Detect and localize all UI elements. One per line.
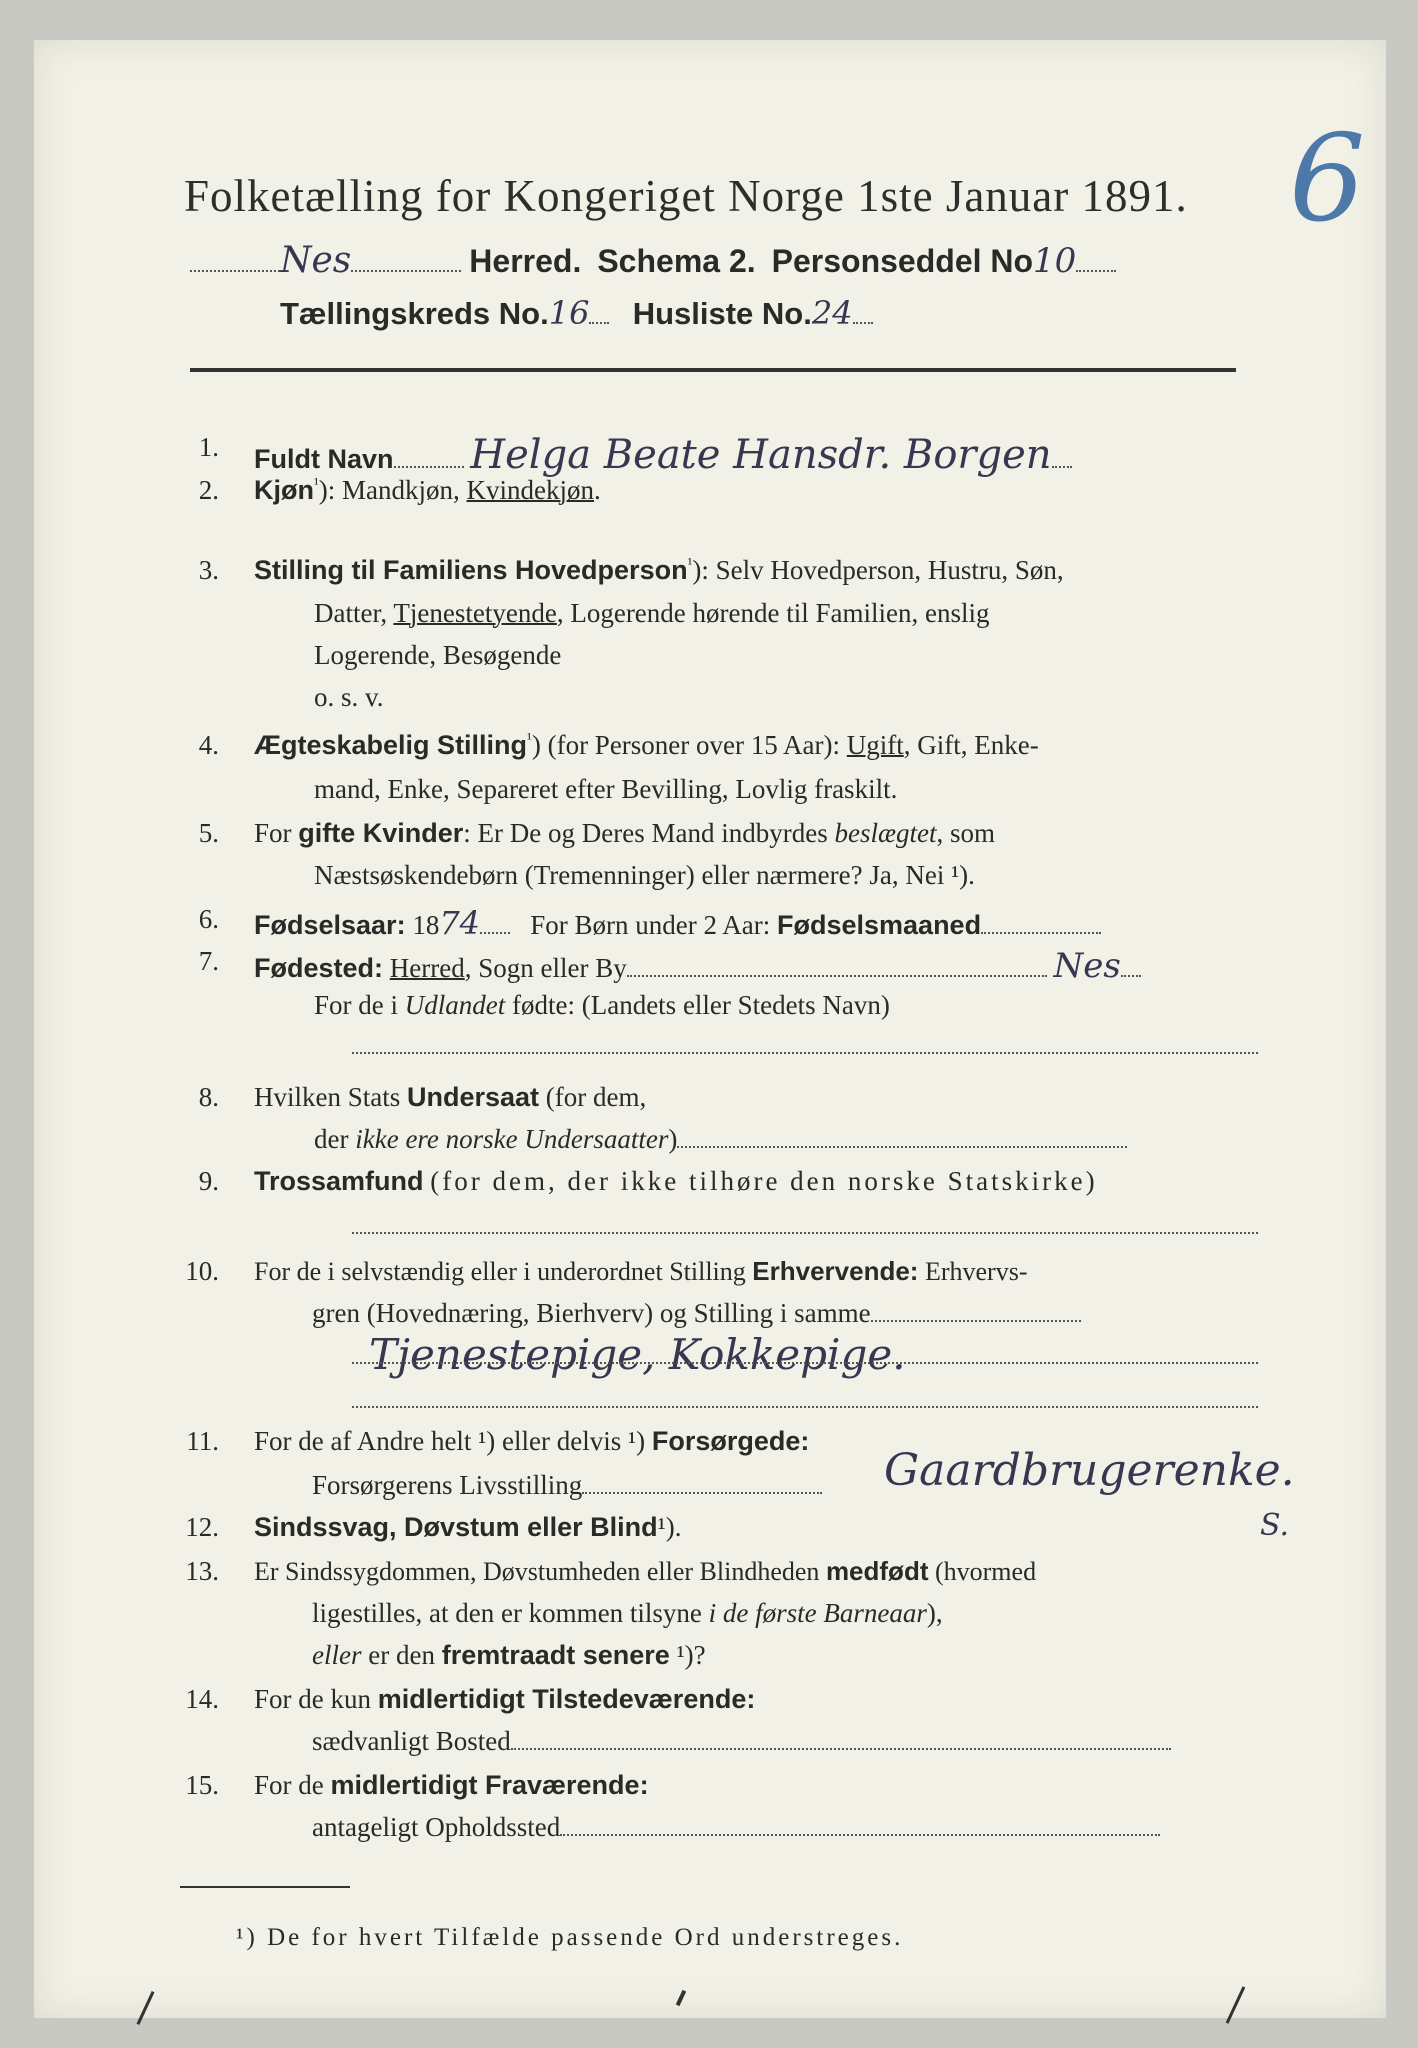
q2-text-a: ): Mandkjøn, [318,475,460,505]
q10-line1-bold: Erhvervende: [752,1256,919,1286]
scan-mark-center [676,1990,686,2006]
q7-line1 [254,946,1141,986]
personseddel-label: Personseddel No [771,243,1034,279]
q1-name-value: Helga Beate Hansdr. Borgen [470,432,1052,478]
q13-line3-a: er den [368,1640,435,1670]
header-herred-row [190,240,1116,281]
q5-line1-italic: beslægtet [834,818,937,848]
q7-line2-a: For de i [314,990,398,1020]
footnote: ¹) De for hvert Tilfælde passende Ord understreges. [236,1924,904,1951]
q7-line2-b: fødte: (Landets eller Stedets Navn) [512,990,890,1020]
q4-selected-ugift: Ugift [846,730,904,760]
q12-label: Sindssvag, Døvstum eller Blind [254,1512,658,1542]
q10-number: 10. [185,1256,219,1286]
q10-line1-a: For de i selvstændig eller i underordnet Stilling [254,1257,746,1286]
q4-label: Ægteskabelig Stilling [254,730,528,760]
q4-line1: Ægteskabelig Stilling$^{^1}$) (for Personer over 15 Aar): Ugift, Gift, Enke- [254,730,1039,760]
q14-line1-a: For de kun [254,1684,371,1714]
q9-row [254,1166,1098,1197]
q12-number: 12. [185,1512,219,1542]
q7-number: 7. [198,946,219,976]
q15-line2 [312,1812,1160,1843]
q2-selected-kvindekjon: Kvindekjøn [466,475,595,505]
q9-label: Trossamfund [254,1166,424,1196]
q10-line1-b: Erhvervs- [924,1257,1028,1286]
q11-line1-a: For de af Andre helt ¹) eller delvis ¹) [254,1426,646,1456]
q3-selected-tjenestetyende: Tjenestetyende [393,598,557,628]
q1-label: Fuldt Navn [254,444,394,474]
q13-line1-a: Er Sindssygdommen, Døvstumheden eller Blindheden [254,1557,820,1586]
q6-year-prefix: 18 [412,910,440,940]
q4-line2: mand, Enke, Separeret efter Bevilling, Lovlig fraskilt. [314,774,898,804]
q2-number: 2. [198,475,219,505]
q7-label: Fødested: [254,953,384,983]
q11-provider-value: Gaardbrugerenke. [884,1445,1295,1496]
q13-line1-bold: medfødt [825,1556,929,1586]
q8-line2-b: ) [668,1124,678,1154]
q5-line1-b: : Er De og Deres Mand indbyrdes [463,818,828,848]
q7-line2-italic: Udlandet [404,990,506,1020]
q4-line1-b: , Gift, Enke- [903,730,1039,760]
q3-line2 [314,598,989,629]
page-number-mark: 6 [1289,110,1366,249]
q15-number: 15. [185,1770,219,1800]
kreds-label: Tællingskreds No. [280,296,549,331]
q4-line1-a: ) (for Personer over 15 Aar): [531,730,840,760]
q10-line1 [254,1256,1027,1287]
q10-line2 [312,1298,1081,1329]
q14-line2 [312,1726,1171,1757]
q15-line1-a: For de [254,1770,324,1800]
herred-label: Herred. [469,243,582,279]
footnote-divider [180,1886,350,1888]
q4-number: 4. [198,730,219,760]
q13-line1 [254,1556,1036,1587]
q6-rest: For Børn under 2 Aar: [530,910,771,940]
q13-line2-a: ligestilles, at den er kommen tilsyne [312,1598,702,1628]
q15-line1-bold: midlertidigt Fraværende: [330,1770,649,1800]
q13-line3-bold: fremtraadt senere [441,1640,670,1670]
q8-line2-a: der [314,1124,349,1154]
form-title: Folketælling for Kongeriget Norge 1ste Januar 1891. [184,171,1188,221]
q8-line1 [254,1082,646,1113]
q13-number: 13. [185,1556,219,1586]
q10-answer-line-1 [352,1362,1258,1364]
q11-line2-text: Forsørgerens Livsstilling [312,1470,583,1500]
husliste-value: 24 [811,294,853,332]
q5-line1-a: For [254,818,292,848]
q5-line1 [254,818,995,849]
q10-answer-line-2 [352,1406,1258,1408]
q13-line2-italic: i de første Barneaar [708,1598,927,1628]
q7-line2 [314,990,890,1021]
q13-line1-b: (hvormed [934,1557,1037,1586]
q2-label: Kjøn [254,475,314,505]
q5-line1-c: , som [936,818,995,848]
q8-number: 8. [198,1082,219,1112]
q12-row [254,1512,681,1543]
header-kreds-row [280,294,873,332]
q15-line2-text: antageligt Opholdssted [312,1812,561,1842]
q6-year-value: 74 [439,904,481,942]
q11-line2 [312,1470,822,1501]
q3-line2-a: Datter, [314,598,388,628]
q2-row [254,475,601,506]
q9-rest: (for dem, der ikke tilhøre den norske Statskirke) [430,1166,1098,1196]
q7-birthplace-value: Nes [1053,946,1121,986]
q6-label: Fødselsaar: [254,910,406,940]
q6-fodselsmaaned-label: Fødselsmaaned [777,910,982,940]
personseddel-value: 10 [1033,241,1077,281]
q7-selected-herred: Herred [389,953,465,983]
q8-line2-italic: ikke ere norske Undersaatter [355,1124,669,1154]
q2-sup: ¹ [314,476,319,493]
q13-line2 [312,1598,943,1629]
q5-number: 5. [198,818,219,848]
q14-number: 14. [185,1684,219,1714]
husliste-label: Husliste No. [632,296,812,331]
q8-line1-bold: Undersaat [407,1082,540,1112]
q11-line1-bold: Forsørgede: [651,1426,810,1456]
q14-line1 [254,1684,755,1715]
herred-value: Nes [280,240,352,281]
q2-text-c: . [594,475,601,505]
schema-label: Schema 2. [597,243,756,279]
q3-line4: o. s. v. [314,682,384,712]
q15-line1 [254,1770,649,1801]
q3-label: Stilling til Familiens Hovedperson [254,555,688,585]
q5-line1-bold: gifte Kvinder [298,818,464,848]
q8-line1-b: (for dem, [545,1082,647,1112]
q11-line1 [254,1426,809,1457]
q3-line2-b: , Logerende hørende til Familien, enslig [556,598,990,628]
kreds-value: 16 [548,294,590,332]
q13-line3-italic: eller [312,1640,362,1670]
q1-row [254,432,1072,478]
census-form-page [34,40,1386,2018]
q7-rest: , Sogn eller By [464,953,627,983]
q9-answer-line [352,1232,1258,1234]
q10-line2-text: gren (Hovednæring, Bierhverv) og Stilling i samme [312,1298,871,1328]
q5-line2: Næstsøskendebørn (Tremenninger) eller nærmere? Ja, Nei ¹). [314,860,975,890]
q13-line2-b: ), [926,1598,943,1628]
q6-number: 6. [198,904,219,934]
q6-row [254,904,1101,942]
q8-line2 [314,1124,1127,1155]
q14-line2-text: sædvanligt Bosted [312,1726,511,1756]
q3-line3: Logerende, Besøgende [314,640,562,670]
q3-number: 3. [198,555,219,585]
q8-line1-a: Hvilken Stats [254,1082,401,1112]
q13-line3 [312,1640,706,1671]
scan-mark-right [1226,1986,1246,2024]
q13-line3-b: ¹)? [676,1640,706,1670]
q10-occupation-value: Tjenestepige, Kokkepige. [369,1330,906,1379]
q7-answer-line [352,1052,1258,1054]
q3-line1: Stilling til Familiens Hovedperson$^{^1}$): Selv Hovedperson, Hustru, Søn, [254,555,1064,585]
q14-line1-bold: midlertidigt Tilstedeværende: [377,1684,756,1714]
q11-number: 11. [186,1426,219,1456]
q9-number: 9. [198,1166,219,1196]
header-divider [190,368,1236,372]
scan-mark-left [137,1991,155,2025]
q1-number: 1. [198,432,219,462]
q12-mark: S. [1260,1508,1290,1543]
q3-line1-text: ): Selv Hovedperson, Hustru, Søn, [692,555,1064,585]
q12-rest: ¹). [657,1512,682,1542]
